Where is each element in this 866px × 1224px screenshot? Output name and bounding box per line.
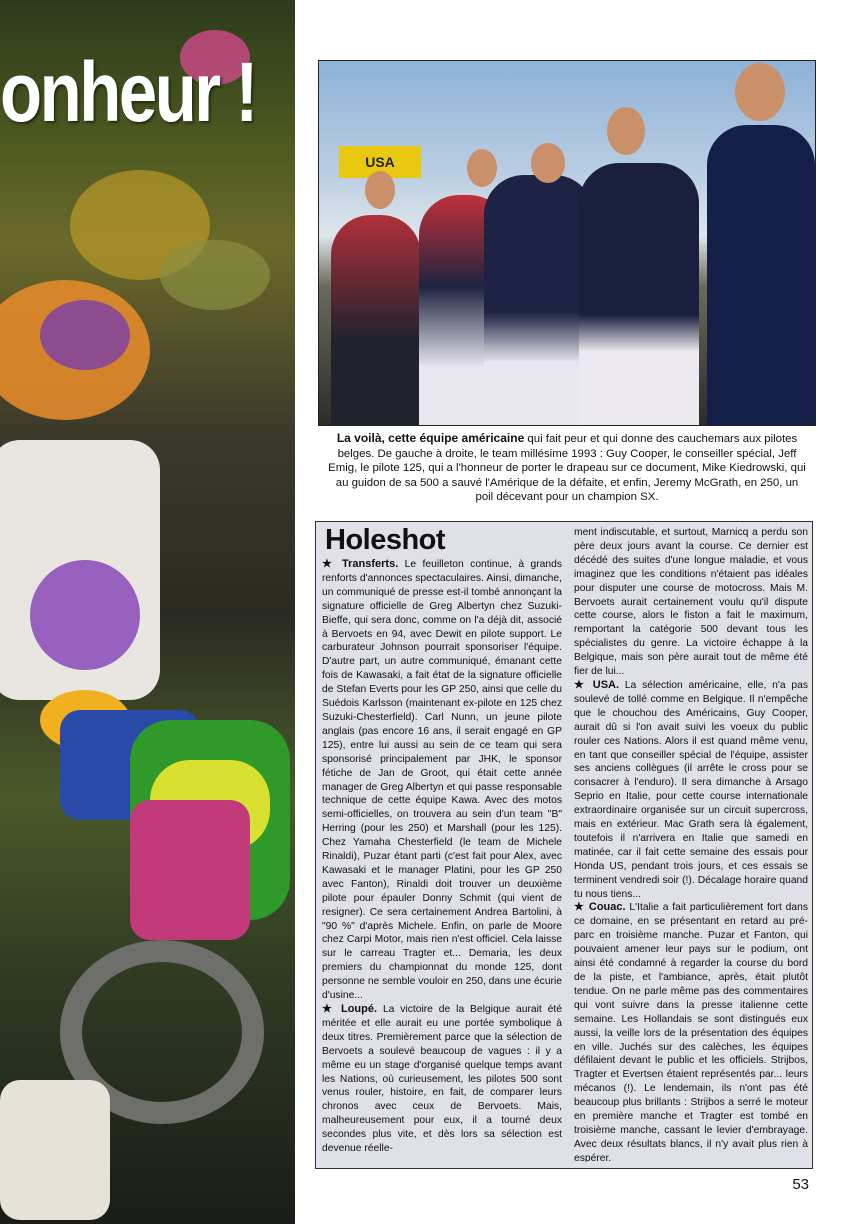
text-transferts: Le feuilleton continue, à grands renforts d'annonces spectaculaires. Ainsi, dimanche, un communiqué de presse est-il tombé annonçant la signature officielle de Greg Albertyn chez Suzuki-Bieffe, qui sera donc, comme on l'a déjà dit, associé à Bervoets en 94, avec Dewit en pilote support. Le carburateur Johnson pourrait sponsoriser l'équipe. D'autre part, un autre communiqué, émanant cette fois de Kawasaki, a fait état de la signature officielle de Stefan Everts pour les GP 250, ainsi que celle du Suédois Karlsson (maintenant ex-pilote en 125 chez Suzuki-Chesterfield). Carl Nunn, un jeune pilote anglais (pas encore 16 ans, il serait engagé en GP 125), entre lui aussi au sein de ce team qui sera sponsorisé principalement par JHK, le sponsor fétiche de Jan de Groot, qui était cette année manager de Greg Albertyn et qui passe responsable technique de cette équipe Kawa. Avec des motos semi-officielles, on trouvera au sein d'un team "B" Herring (pour les 250) et Marshall (pour les 125). Chez Yamaha Chesterfield (le team de Michele Rinaldi), Puzar étant parti (c'est fait pour Alex, avec Kawasaki et le manager Platini, pour les GP 250 avec Fanton), Rinaldi doit trouver un deuxième pilote pour épauler Donny Schmit (qui vient de resigner). Ce sera certainement Andrea Bartolini, à "90 %" d'après Michele. Enfin, on parle de Moore chez Carpi Motor, mais rien n'est officiel. Cela laisse sur le carreau Tragter et... Demaria, les deux premiers du championnat du monde 125, dont personne ne semble vouloir en 250, dans une écurie d'usine... — [322, 559, 562, 1002]
headline-fragment: onheur ! — [0, 45, 256, 139]
motocross-photo — [0, 0, 295, 1224]
paragraph-usa — [574, 679, 808, 902]
text-usa: La sélection américaine, elle, n'a pas soulevé de tollé comme en Belgique. Il n'empêche que le chouchou des Américains, Guy Cooper, aurait dû si l'on avait suivi les voeux du public rouler ces Nations. Alors il est quand même venu, en tant que conseiller spécial de l'équipe, assister ses anciens collègues (il arrête le cross pour se consacrer à l'enduro). Il sera dimanche à Arsago Seprio en Italie, pour cette course internationale extraordinaire organisée sur un circuit supercross, mais en extérieur. Mac Grath sera là également, toutefois il n'arrivera en Italie que samedi en matinée, car il fait cette semaine des essais pour Honda US, pendant trois jours, et ces essais se terminent vendredi soir (!). Décalage horaire quand tu nous tiens... — [574, 679, 808, 900]
lead-usa: ★ USA. — [574, 678, 620, 691]
text-continued: ment indiscutable, et surtout, Marnicq a perdu son père deux jours avant la course. Ce dernier est décédé des suites d'une longue maladie, et vous imaginez que les conditions n'étaient pas idéales pour disputer une course de motocross. Mais M. Bervoets aurait certainement voulu qu'il dispute cette course, alors le fiston a fait le maximum, remportant la catégorie 500 devant tous les spécialistes du genre. La victoire échappe à la Belgique, mais son père aurait tout de même été fier de lui... — [574, 527, 808, 678]
paragraph-transferts — [322, 558, 562, 1003]
text-couac: L'Italie a fait particulièrement fort dans ce domaine, en se présentant en retard au pré-parc en troisième manche. Puzar et Fanton, qui pouvaient amener leur pays sur le podium, ont ainsi été condamné à regarder la course du bord de la piste, et l'ambiance, après, était plutôt tendue. On ne parle même pas des commentaires qui vont suivre dans la presse italienne cette semaine. Les Hollandais se sont distingués eux aussi, la veille lors de la présentation des équipes en ville. Juchés sur des calèches, les équipes défilaient devant le public et les officiels. Strijbos, Tragter et Evertsen étaient représentés par... leurs mécanos (!). Le lendemain, ils n'ont pas été beaucoup plus brillants : Strijbos a serré le moteur en première manche et Tragter est tombé en troisième manche, cassant le levier d'embrayage. Avec deux résultats blancs, il n'y avait plus rien à espérer. — [574, 902, 808, 1162]
paragraph-continued — [574, 526, 808, 679]
column-right — [574, 526, 808, 1162]
team-photo — [318, 60, 816, 426]
paragraph-couac — [574, 901, 808, 1162]
paragraph-loupe — [322, 1003, 562, 1156]
text-loupe: La victoire de la Belgique aurait été méritée et elle aurait eu une portée symbolique à deux titres. Premièrement parce que la sélection de Bervoets a soulevé beaucoup de vagues : il y a même eu un stage d'organisé quelque temps avant les Nations, où curieusement, les pilotes 500 sont venus rouler, histoire, en fait, de comparer leurs chronos avec ceux de Bervoets. Mais, malheureusement pour eux, il a tourné deux secondes plus vite, et dès lors sa sélection est devenue réelle- — [322, 1004, 562, 1155]
lead-loupe: ★ Loupé. — [322, 1003, 378, 1015]
usa-sign: USA — [339, 146, 421, 178]
caption-lead: La voilà, cette équipe américaine — [336, 431, 525, 445]
lead-transferts: ★ Transferts. — [322, 558, 399, 570]
lead-couac: ★ Couac. — [574, 901, 626, 914]
box-title: Holeshot — [325, 524, 446, 556]
photo-caption — [326, 431, 808, 505]
page-number: 53 — [792, 1176, 809, 1193]
caption-text: qui fait peur et qui donne des cauchemars aux pilotes belges. De gauche à droite, le team millésime 1993 : Guy Cooper, le conseiller spécial, Jeff Emig, le pilote 125, qui a l'honneur de porter le drapeau sur ce document, Mike Kiedrowski, qui au guidon de sa 500 a sauvé l'Amérique de la défaite, et enfin, Jeremy McGrath, en 250, un poil décevant pour un champion SX. — [328, 433, 806, 503]
column-left — [322, 558, 562, 1162]
